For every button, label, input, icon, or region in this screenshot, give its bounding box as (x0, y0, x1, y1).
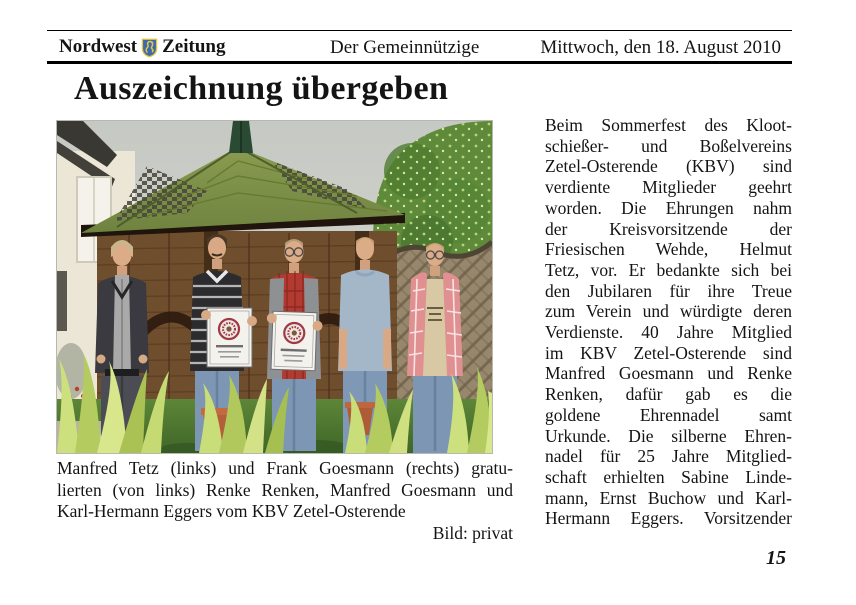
brand-name-left: Nordwest (59, 36, 138, 57)
article-body-line: goldene Ehrennadel samt (545, 404, 792, 425)
article-body-line: im KBV Zetel-Osterende sind (545, 342, 792, 363)
photo-credit: Bild: privat (432, 522, 513, 543)
article-body-line: Renken, dafür gab es die (545, 384, 792, 405)
article-body-line: schaft erhielten Sabine Linde- (545, 466, 792, 487)
article-body-line: den Jubilaren für ihre Treue (545, 280, 792, 301)
article-body-line: nadel für 25 Jahre Mitglied- (545, 446, 792, 467)
photo-illustration (57, 121, 492, 453)
article-body-line: Hermann Eggers. Vorsitzender (545, 508, 792, 529)
page-number: 15 (766, 547, 786, 569)
article-headline: Auszeichnung übergeben (74, 70, 449, 107)
masthead-date: Mittwoch, den 18. August 2010 (540, 37, 781, 58)
masthead-top-rule (47, 30, 792, 31)
article-body-column (545, 115, 792, 529)
article-body-line: Beim Sommerfest des Kloot- (545, 115, 792, 135)
coat-of-arms-shield-icon (141, 38, 158, 58)
article-body-line: Friesischen Wehde, Helmut (545, 239, 792, 260)
masthead-bottom-rule (47, 61, 792, 64)
article-body-line: der Kreisvorsitzende der (545, 218, 792, 239)
masthead (0, 36, 856, 62)
article-body-line: mann, Ernst Buchow und Karl- (545, 487, 792, 508)
article-body-line: Tetz, vor. Er bedankte sich bei (545, 259, 792, 280)
brand-name-right: Zeitung (162, 36, 226, 57)
caption-lines (57, 458, 513, 523)
article-body-line: schießer- und Boßelvereins (545, 135, 792, 156)
photo-certificate-1 (201, 308, 257, 367)
caption-line: lierten (von links) Renke Renken, Manfred Goesmann und (57, 479, 513, 500)
article-body-line: worden. Die Ehrungen nahm (545, 197, 792, 218)
article-photo (57, 121, 492, 453)
masthead-center-title: Der Gemeinnützige (330, 37, 480, 58)
masthead-brand (59, 36, 225, 58)
article-body-line: Verdienste. 40 Jahre Mitglied (545, 322, 792, 343)
article-body-line: Zetel-Osterende (KBV) sind (545, 156, 792, 177)
caption-line: Manfred Tetz (links) und Frank Goesmann (rechts) gratu- (57, 458, 513, 478)
article-body-line: Manfred Goesmann und Renke (545, 363, 792, 384)
caption-line: Karl-Hermann Eggers vom KBV Zetel-Osterende (57, 501, 406, 522)
photo-certificate-2 (265, 311, 323, 371)
article-body-line: verdiente Mitglieder geehrt (545, 177, 792, 198)
article-body-line: zum Verein und würdigte deren (545, 301, 792, 322)
photo-caption (57, 458, 513, 544)
article-body-line: Urkunde. Die silberne Ehren- (545, 425, 792, 446)
